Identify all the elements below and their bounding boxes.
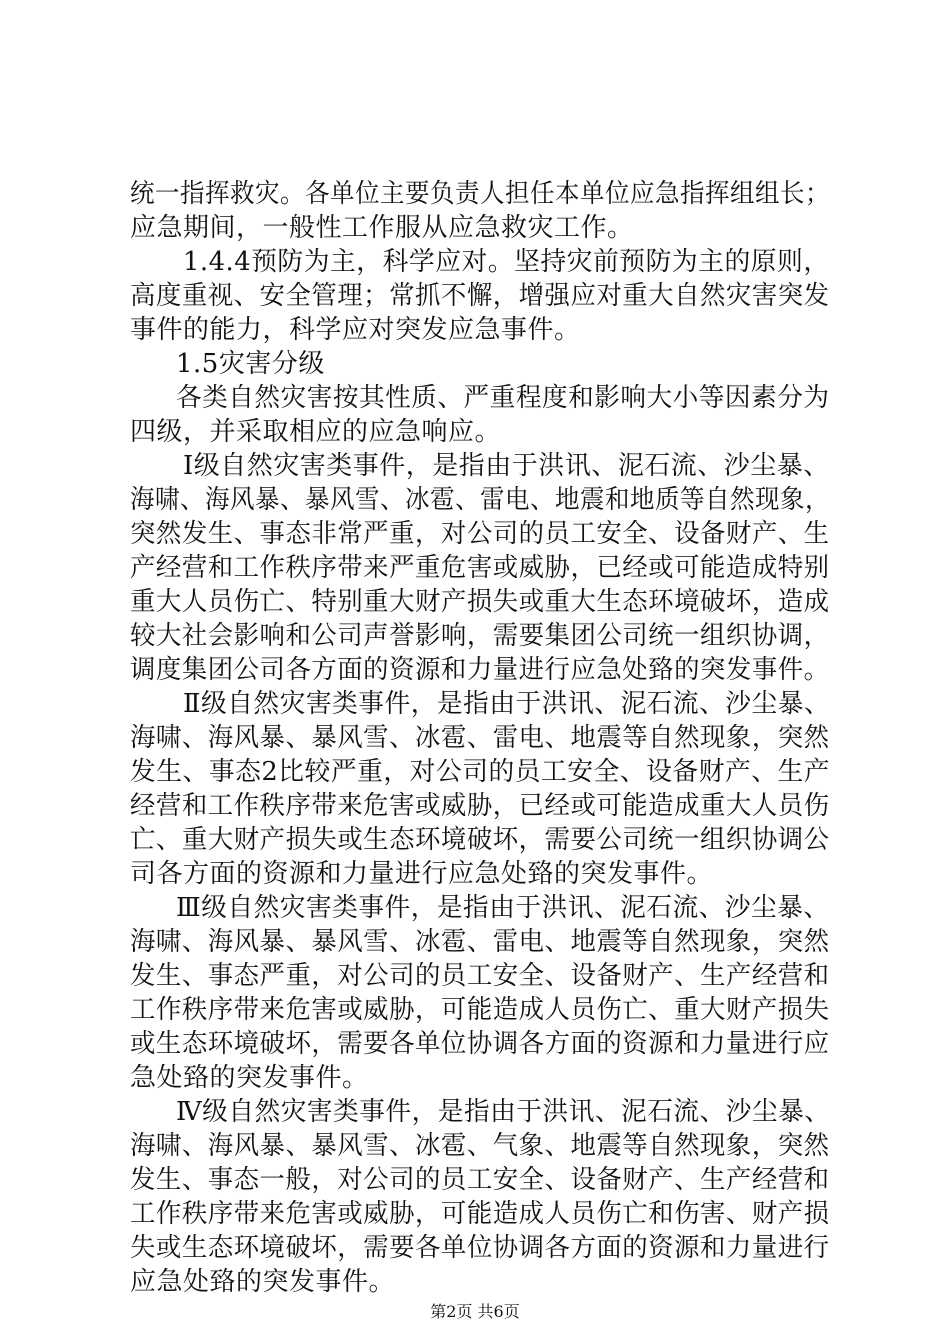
text-line: 突然发生、事态非常严重，对公司的员工安全、设备财产、生: [130, 519, 830, 549]
text-line: 产经营和工作秩序带来严重危害或威胁，已经或可能造成特别: [130, 553, 830, 583]
text-line: 事件的能力，科学应对突发应急事件。: [130, 315, 581, 345]
text-line: 急处臵的突发事件。: [130, 1063, 369, 1093]
text-line: 失或生态环境破坏，需要各单位协调各方面的资源和力量进行: [130, 1233, 830, 1263]
text-line: 工作秩序带来危害或威胁，可能造成人员伤亡和伤害、财产损: [130, 1199, 830, 1229]
text-line: Ⅰ级自然灾害类事件，是指由于洪讯、泥石流、沙尘暴、: [183, 451, 830, 481]
text-line: 发生、事态2比较严重，对公司的员工安全、设备财产、生产: [130, 757, 831, 787]
text-line: 统一指挥救灾。各单位主要负责人担任本单位应急指挥组组长；: [130, 179, 831, 209]
text-line: 或生态环境破坏，需要各单位协调各方面的资源和力量进行应: [130, 1029, 830, 1059]
text-line: 高度重视、安全管理；常抓不懈，增强应对重大自然灾害突发: [130, 281, 830, 311]
text-line: 发生、事态严重，对公司的员工安全、设备财产、生产经营和: [130, 961, 830, 991]
text-line: Ⅲ级自然灾害类事件，是指由于洪讯、泥石流、沙尘暴、: [176, 893, 830, 923]
text-line: 经营和工作秩序带来危害或威胁，已经或可能造成重大人员伤: [130, 791, 830, 821]
text-line: 调度集团公司各方面的资源和力量进行应急处臵的突发事件。: [130, 655, 830, 685]
text-line: 海啸、海风暴、暴风雪、冰雹、气象、地震等自然现象，突然: [130, 1131, 830, 1161]
text-line: 四级，并采取相应的应急响应。: [130, 417, 502, 447]
text-line: 各类自然灾害按其性质、严重程度和影响大小等因素分为: [176, 383, 830, 413]
text-line: 应急期间，一般性工作服从应急救灾工作。: [130, 213, 634, 243]
text-line: 较大社会影响和公司声誉影响，需要集团公司统一组织协调，: [130, 621, 830, 651]
text-line: 应急处臵的突发事件。: [130, 1267, 396, 1297]
text-line: 司各方面的资源和力量进行应急处臵的突发事件。: [130, 859, 714, 889]
page-footer: 第2页 共6页: [430, 1302, 520, 1321]
text-line: 海啸、海风暴、暴风雪、冰雹、雷电、地震等自然现象，突然: [130, 723, 830, 753]
section-heading: 1.5灾害分级: [176, 349, 325, 379]
text-line: 海啸、海风暴、暴风雪、冰雹、雷电、地震和地质等自然现象，: [130, 485, 831, 515]
text-line: 亡、重大财产损失或生态环境破坏，需要公司统一组织协调公: [130, 825, 830, 855]
text-line: 重大人员伤亡、特别重大财产损失或重大生态环境破坏，造成: [130, 587, 830, 617]
text-line: Ⅳ级自然灾害类事件，是指由于洪讯、泥石流、沙尘暴、: [176, 1097, 831, 1127]
text-line: Ⅱ级自然灾害类事件，是指由于洪讯、泥石流、沙尘暴、: [183, 689, 831, 719]
text-line: 发生、事态一般，对公司的员工安全、设备财产、生产经营和: [130, 1165, 830, 1195]
text-line: 海啸、海风暴、暴风雪、冰雹、雷电、地震等自然现象，突然: [130, 927, 830, 957]
text-line: 工作秩序带来危害或威胁，可能造成人员伤亡、重大财产损失: [130, 995, 830, 1025]
text-line: 1.4.4预防为主，科学应对。坚持灾前预防为主的原则，: [183, 247, 830, 277]
